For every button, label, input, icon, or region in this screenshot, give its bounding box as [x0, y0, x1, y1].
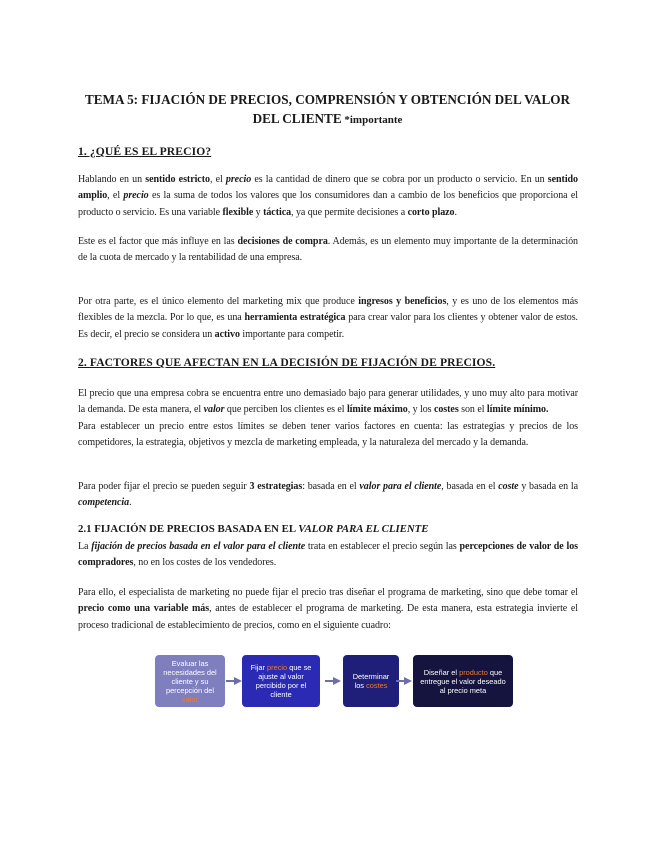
section-1-paragraph-3: Por otra parte, es el único elemento del marketing mix que produce ingresos y beneficios, y es uno de los elementos más flexibles de la mezcla. Por lo que, es una herramienta estratégica para crear valor para los clientes y obtener valor de estos. Es decir, el precio se considera un activo importante para competir.: [78, 296, 579, 340]
arrow-right-icon: [404, 677, 412, 685]
section-1-heading: 1. ¿QUÉ ES EL PRECIO?: [78, 145, 212, 158]
title-main: TEMA 5: FIJACIÓN DE PRECIOS, COMPRENSIÓN Y OBTENCIÓN DEL VALOR DEL CLIENTE: [84, 92, 571, 126]
page-title: [70, 90, 585, 130]
step-evaluate-needs: Evaluar las necesidades del cliente y su percepción del valor: [155, 655, 225, 707]
step-determine-costs: Determinar los costes: [343, 655, 399, 707]
section-2-paragraph-1: El precio que una empresa cobra se encuentra entre uno demasiado bajo para generar utilidades, y uno muy alto para motivar la demanda. De esta manera, el valor que perciben los clientes es el límite máximo, y los costes son el límite mínimo. Para establecer un precio entre estos límites se deben tener varios factores en cuenta: las estrategias y precios de los competidores, la estrategia, objetivos y mezcla de marketing empleada, y la naturaleza del mercado y la demanda.: [78, 388, 578, 449]
pricing-process-diagram: [155, 655, 515, 707]
step-design-product: Diseñar el producto que entregue el valor deseado al precio meta: [413, 655, 513, 707]
section-2-1-paragraph-1: La fijación de precios basada en el valor para el cliente trata en establecer el precio según las percepciones de valor de los compradores, no en los costes de los vendedores.: [78, 541, 578, 569]
section-1-paragraph-1: Hablando en un sentido estricto, el precio es la cantidad de dinero que se cobra por un producto o servicio. En un sentido amplio, el precio es la suma de todos los valores que los consumidores dan a cambio de los beneficios que proporciona el producto o servicio. Es una variable flexible y táctica, ya que permite decisiones a corto plazo.: [78, 174, 579, 218]
section-2-heading: 2. FACTORES QUE AFECTAN EN LA DECISIÓN DE FIJACIÓN DE PRECIOS.: [78, 356, 496, 369]
section-2-1-heading: 2.1 FIJACIÓN DE PRECIOS BASADA EN EL VALOR PARA EL CLIENTE: [78, 523, 429, 535]
arrow-right-icon: [234, 677, 242, 685]
arrow-right-icon: [333, 677, 341, 685]
step-set-price: Fijar precio que se ajuste al valor percibido por el cliente: [242, 655, 320, 707]
title-note: *importante: [341, 114, 403, 126]
section-2-1-paragraph-2: Para ello, el especialista de marketing no puede fijar el precio tras diseñar el programa de marketing, sino que debe tomar el precio como una variable más, antes de establecer el programa de marketing. De esta manera, esta estrategia invierte el proceso tradicional de establecimiento de precios, como en el siguiente cuadro:: [78, 587, 578, 631]
section-1-paragraph-2: Este es el factor que más influye en las decisiones de compra. Además, es un elemento muy importante de la determinación de la cuota de mercado y la rentabilidad de una empresa.: [78, 236, 578, 264]
section-2-paragraph-2: Para poder fijar el precio se pueden seguir 3 estrategias: basada en el valor para el cliente, basada en el coste y basada en la competencia.: [78, 481, 578, 509]
